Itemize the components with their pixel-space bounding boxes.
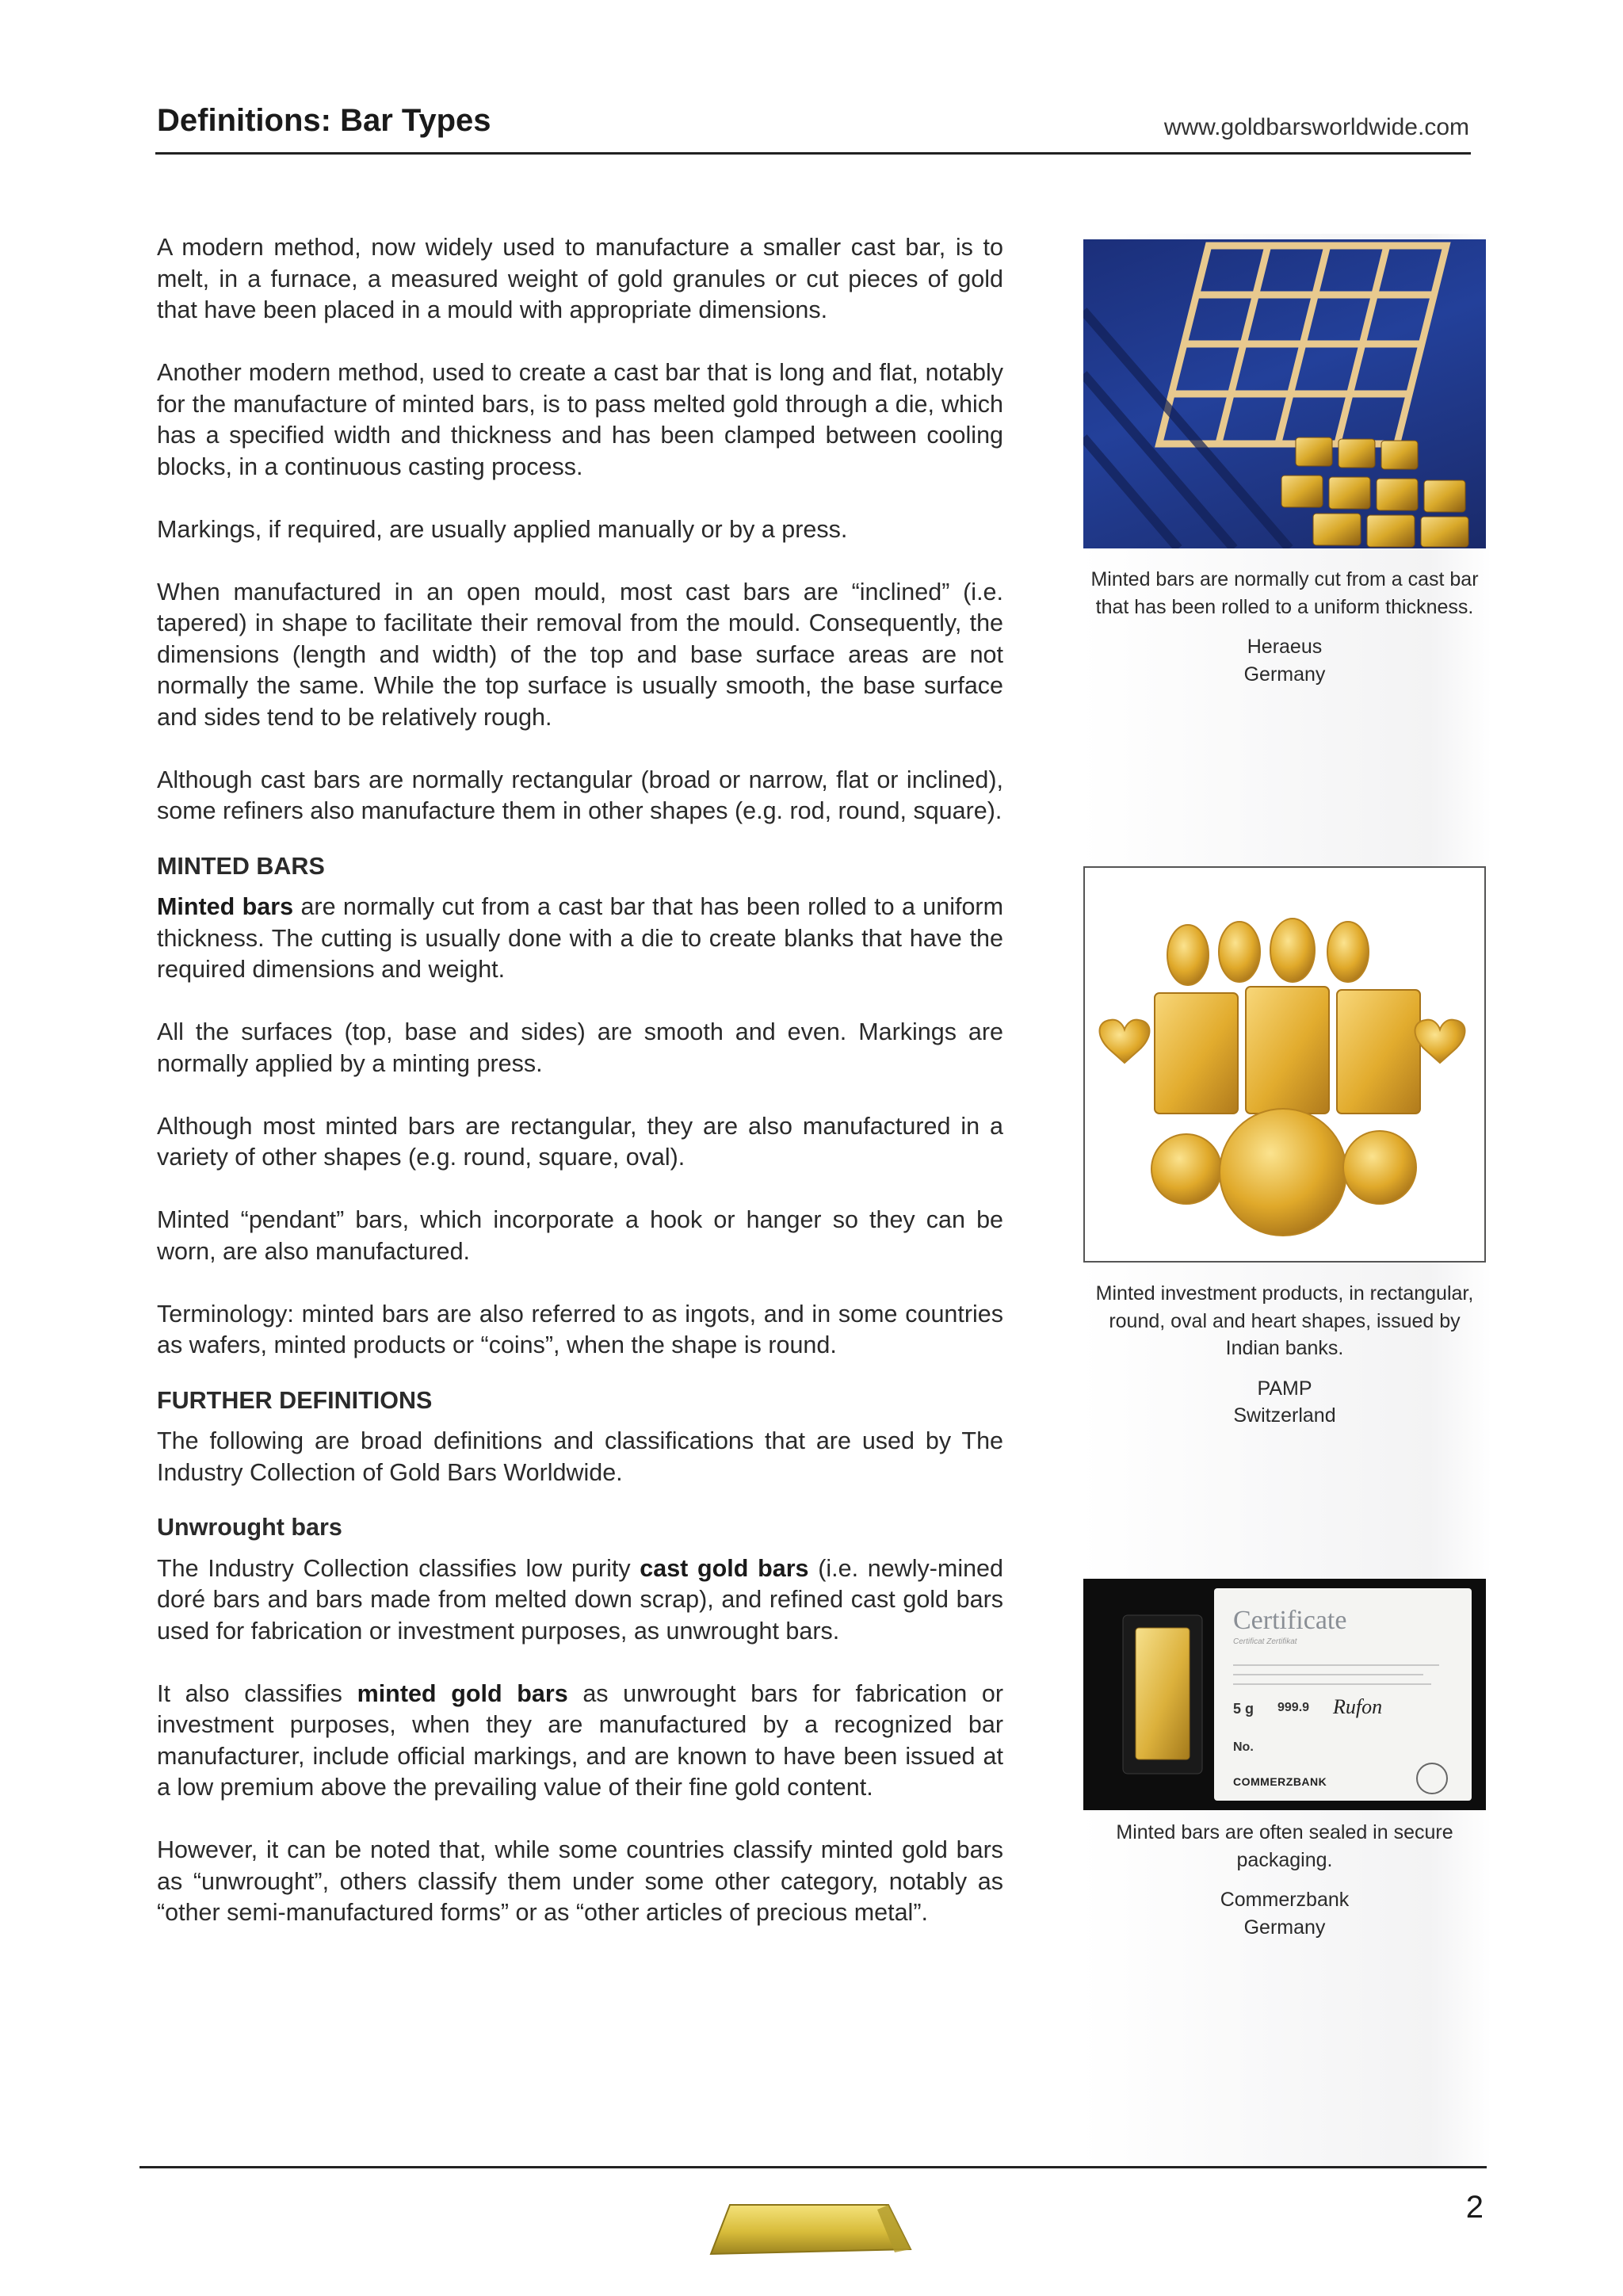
further-definitions-heading: FURTHER DEFINITIONS <box>157 1386 433 1414</box>
caption-3-text: Minted bars are often sealed in secure packaging. <box>1116 1821 1453 1871</box>
photo-caption-2 <box>1083 1280 1486 1430</box>
mould-grid-photo <box>1083 239 1486 548</box>
intro-paragraph-2: Another modern method, used to create a cast bar that is long and flat, notably for the manufacture of minted bars, is to pass melted gold through a die, which has a specified width and thickness and has been clamped between cooling blocks, in a continuous casting process. <box>157 359 1003 480</box>
sealed-bar-photo <box>1083 1579 1486 1810</box>
caption-2-country: Switzerland <box>1233 1404 1336 1427</box>
unwrought-p2-start: It also classifies <box>157 1679 357 1707</box>
certificate-subtitle: Certificat Zertifikat <box>1233 1637 1297 1646</box>
certificate-number-label: No. <box>1233 1740 1254 1754</box>
certificate-title: Certificate <box>1233 1606 1347 1635</box>
certificate-card <box>1214 1588 1472 1801</box>
certificate-weight: 5 g <box>1233 1701 1254 1717</box>
minted-paragraph-1-text: are normally cut from a cast bar that has been rolled to a uniform thickness. The cutting is usually done with a die to create blanks that have the required dimensions and weight. <box>157 893 1003 983</box>
caption-2-text: Minted investment products, in rectangular, round, oval and heart shapes, issued by Indian banks. <box>1095 1282 1474 1359</box>
minted-paragraph-4: Minted “pendant” bars, which incorporate a hook or hanger so they can be worn, are also manufactured. <box>157 1206 1003 1265</box>
unwrought-bars-heading: Unwrought bars <box>157 1514 342 1541</box>
photo-caption-3 <box>1083 1819 1486 1941</box>
certificate-fineness: 999.9 <box>1277 1701 1310 1714</box>
minted-gold-bars-term: minted gold bars <box>357 1679 568 1707</box>
page-title: Definitions: Bar Types <box>157 103 491 138</box>
footer-divider <box>139 2166 1487 2168</box>
minted-products-illustration <box>1085 868 1484 1261</box>
caption-1-text: Minted bars are normally cut from a cast bar that has been rolled to a uniform thickness. <box>1090 568 1479 618</box>
minted-paragraph-5: Terminology: minted bars are also referred to as ingots, and in some countries as wafers, minted products or “coins”, when the shape is round. <box>157 1300 1003 1358</box>
minted-paragraph-1 <box>157 892 1003 986</box>
intro-paragraph-4: When manufactured in an open mould, most cast bars are “inclined” (i.e. tapered) in shape to facilitate their removal from the mould. Consequently, the dimensions (length and width) of the top and base surface areas are not normally the same. While the top surface is usually smooth, the base surface and sides tend to be relatively rough. <box>157 578 1003 731</box>
intro-paragraph-3: Markings, if required, are usually applied manually or by a press. <box>157 515 848 543</box>
caption-2-credit <box>1083 1375 1486 1430</box>
unwrought-paragraph-2 <box>157 1679 1003 1804</box>
caption-1-company: Heraeus <box>1247 636 1323 658</box>
mould-grid-illustration <box>1083 239 1486 548</box>
gold-bar-logo-icon <box>708 2202 914 2257</box>
photo-caption-1 <box>1083 566 1486 688</box>
caption-1-credit <box>1083 633 1486 688</box>
intro-paragraph-5: Although cast bars are normally rectangular (broad or narrow, flat or inclined), some refiners also manufacture them in other shapes (e.g. rod, round, square). <box>157 766 1003 824</box>
unwrought-p1-end: (i.e. newly-mined doré bars and bars made from melted down scrap), and refined cast gold bars used for fabrication or investment purposes, as unwrought bars. <box>157 1554 1003 1645</box>
caption-3-country: Germany <box>1243 1916 1326 1939</box>
further-paragraph-1: The following are broad definitions and classifications that are used by The Industry Collection of Gold Bars Worldwide. <box>157 1427 1003 1486</box>
certificate-text-line <box>1233 1683 1431 1685</box>
certificate-text-line <box>1233 1664 1439 1666</box>
main-text-column <box>157 232 1003 1960</box>
header-divider <box>155 152 1471 155</box>
certificate-bank-logo: COMMERZBANK <box>1233 1775 1327 1788</box>
caption-3-company: Commerzbank <box>1220 1889 1350 1911</box>
cast-gold-bars-term: cast gold bars <box>640 1554 809 1582</box>
minted-bars-term: Minted bars <box>157 893 294 920</box>
intro-paragraph-1: A modern method, now widely used to manufacture a smaller cast bar, is to melt, in a furnace, a measured weight of gold granules or cut pieces of gold that have been placed in a mould with appropriate dimensions. <box>157 234 1003 323</box>
minted-products-photo <box>1083 866 1486 1263</box>
caption-2-company: PAMP <box>1257 1377 1312 1400</box>
unwrought-p1-start: The Industry Collection classifies low purity <box>157 1554 640 1582</box>
caption-3-credit <box>1083 1886 1486 1941</box>
page-number: 2 <box>1465 2190 1484 2225</box>
caption-1-country: Germany <box>1243 663 1326 686</box>
unwrought-p2-end: as unwrought bars for fabrication or investment purposes, when they are manufactured by a recognized bar manufacturer, include official markings, and are known to have been issued at a low premium above the prevailing value of their fine gold content. <box>157 1679 1003 1801</box>
site-url-link[interactable]: www.goldbarsworldwide.com <box>1163 114 1469 140</box>
unwrought-paragraph-1 <box>157 1553 1003 1648</box>
minted-bars-heading: MINTED BARS <box>157 852 325 880</box>
certificate-seal-icon <box>1416 1763 1448 1794</box>
minted-paragraph-2: All the surfaces (top, base and sides) are smooth and even. Markings are normally applied by a minting press. <box>157 1018 1003 1077</box>
minted-paragraph-3: Although most minted bars are rectangular, they are also manufactured in a variety of other shapes (e.g. round, square, oval). <box>157 1112 1003 1171</box>
certificate-text-line <box>1233 1674 1423 1675</box>
certificate-signature: Rufon <box>1333 1695 1383 1718</box>
unwrought-paragraph-3: However, it can be noted that, while some countries classify minted gold bars as “unwrought”, others classify them under some other category, notably as “other semi-manufactured forms” or as “other articles of precious metal”. <box>157 1836 1003 1926</box>
